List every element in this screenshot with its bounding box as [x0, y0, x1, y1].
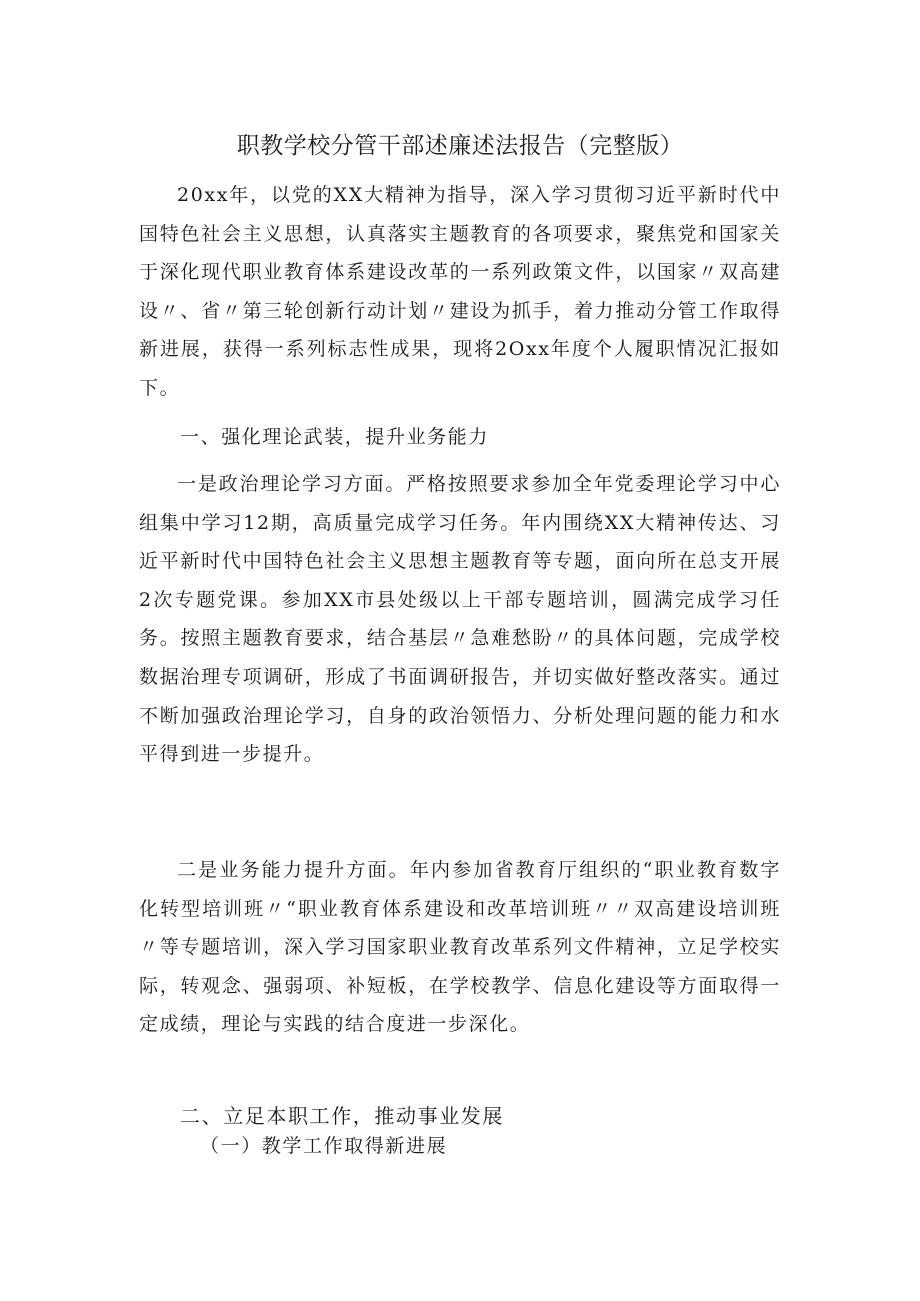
section-2-subheading-1: （一）教学工作取得新进展: [200, 1135, 448, 1157]
intro-paragraph: 20xx年，以党的XX大精神为指导，深入学习贯彻习近平新时代中国特色社会主义思想，认真落实主题教育的各项要求，聚焦党和国家关于深化现代职业教育体系建设改革的一系列政策文件，以国家〃双高建设〃、省〃第三轮创新行动计划〃建设为抓手，着力推动分管工作取得新进展，获得一系列标志性成果，现将2Oxx年度个人履职情况汇报如下。: [139, 184, 781, 399]
section-1-paragraph-1: 一是政治理论学习方面。严格按照要求参加全年党委理论学习中心组集中学习12期，高质量完成学习任务。年内围绕XX大精神传达、习近平新时代中国特色社会主义思想主题教育等专题，面向所在总支开展2次专题党课。参加XX市县处级以上干部专题培训，圆满完成学习任务。按照主题教育要求，结合基层〃急难愁盼〃的具体问题，完成学校数据治理专项调研，形成了书面调研报告，并切实做好整改落实。通过不断加强政治理论学习，自身的政治领悟力、分析处理问题的能力和水平得到进一步提升。: [139, 473, 781, 766]
section-1-heading: 一、强化理论武装，提升业务能力: [180, 426, 490, 448]
document-title: 职教学校分管干部述廉述法报告（完整版）: [236, 133, 684, 159]
section-2-heading: 二、立足本职工作，推动事业发展: [180, 1104, 504, 1128]
section-1-paragraph-2: 二是业务能力提升方面。年内参加省教育厅组织的“职业教育数字化转型培训班〃“职业教育体系建设和改革培训班〃〃双高建设培训班〃等专题培训，深入学习国家职业教育改革系列文件精神，立足学校实际，转观念、强弱项、补短板，在学校教学、信息化建设等方面取得一定成绩，理论与实践的结合度进一步深化。: [139, 859, 781, 1036]
